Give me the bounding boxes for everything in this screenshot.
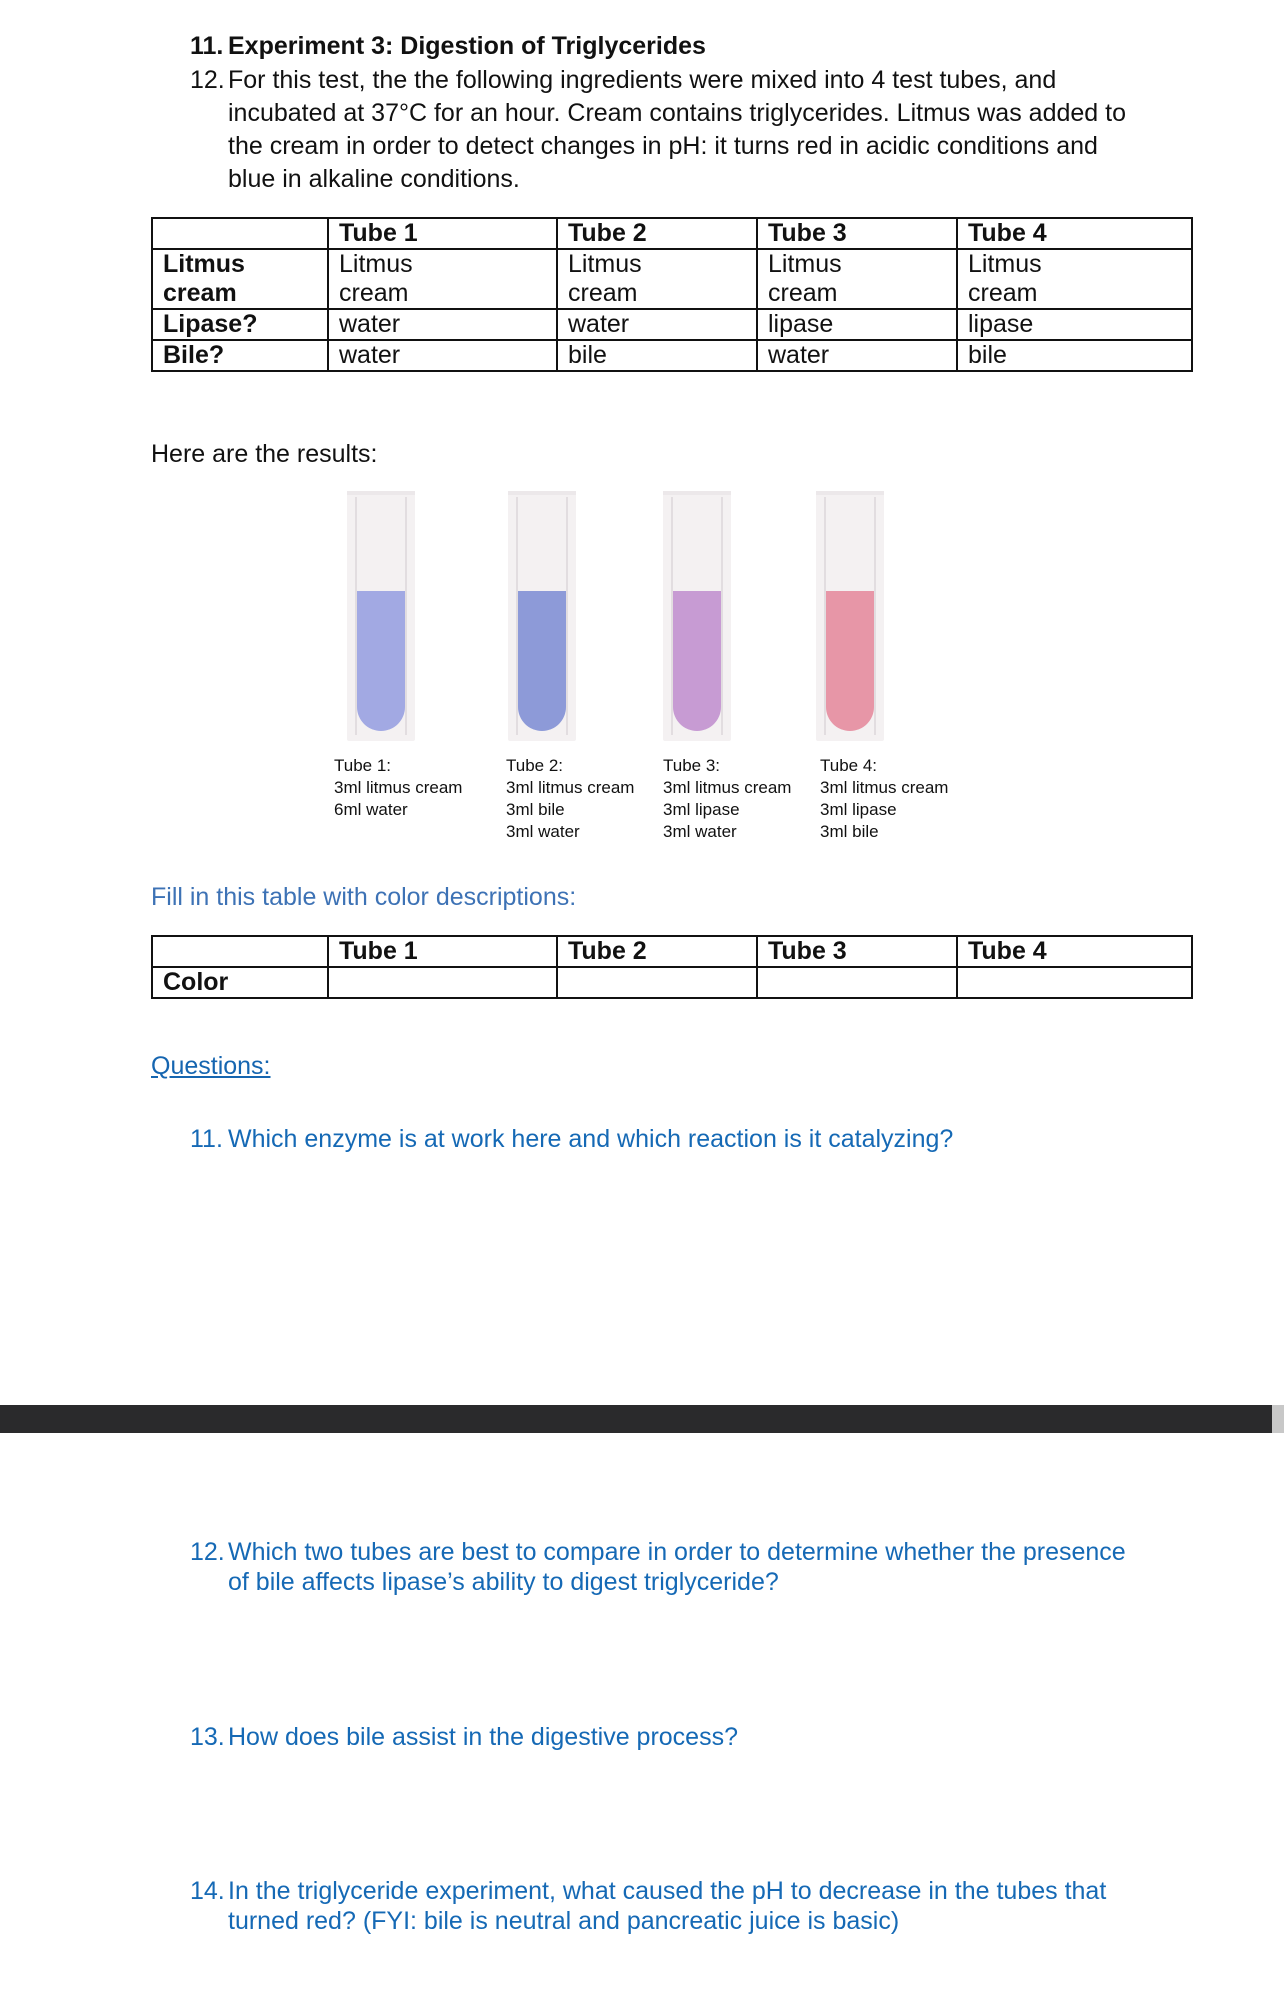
tube-caption-line: 3ml litmus cream xyxy=(820,778,949,797)
setup-header-cell: Tube 2 xyxy=(557,218,757,249)
setup-row-label: Lipase? xyxy=(152,309,328,340)
setup-header-cell: Tube 3 xyxy=(757,218,957,249)
intro-paragraph xyxy=(190,64,1150,196)
tube-caption-line: 3ml water xyxy=(506,822,580,841)
tube-caption-label: Tube 1: xyxy=(334,756,392,775)
setup-row-label: Bile? xyxy=(152,340,328,371)
setup-cell: water xyxy=(757,340,957,371)
results-label: Here are the results: xyxy=(151,440,378,468)
section-heading xyxy=(190,30,706,62)
tube-2-color-cell[interactable] xyxy=(557,967,757,998)
setup-cell: lipase xyxy=(757,309,957,340)
tube-caption-line: 3ml lipase xyxy=(820,800,897,819)
setup-cell: Litmus cream xyxy=(557,249,757,309)
test-tube-3-image xyxy=(663,491,731,741)
fill-header-row xyxy=(152,936,1192,967)
setup-cell: water xyxy=(557,309,757,340)
setup-cell: Litmus cream xyxy=(957,249,1192,309)
setup-row-label: Litmus cream xyxy=(152,249,328,309)
setup-cell: bile xyxy=(957,340,1192,371)
setup-cell: Litmus cream xyxy=(328,249,557,309)
tube-caption-label: Tube 2: xyxy=(506,756,564,775)
tube-1-liquid xyxy=(357,591,405,731)
tube-4-liquid xyxy=(826,591,874,731)
setup-row-cream xyxy=(152,249,1192,309)
tube-4-color-cell[interactable] xyxy=(957,967,1192,998)
fill-header-cell: Tube 1 xyxy=(328,936,557,967)
fill-header-cell: Tube 2 xyxy=(557,936,757,967)
setup-cell: water xyxy=(328,340,557,371)
fill-header-cell: Tube 3 xyxy=(757,936,957,967)
setup-row-bile xyxy=(152,340,1192,371)
question-13 xyxy=(190,1722,1190,1752)
question-number: 11. xyxy=(190,1125,223,1153)
tube-caption-label: Tube 3: xyxy=(663,756,721,775)
section-title: Experiment 3: Digestion of Triglycerides xyxy=(228,32,706,60)
tube-caption-line: 3ml litmus cream xyxy=(506,778,635,797)
setup-header-row xyxy=(152,218,1192,249)
setup-cell: lipase xyxy=(957,309,1192,340)
tube-3-liquid xyxy=(673,591,721,731)
fill-header-cell: Tube 4 xyxy=(957,936,1192,967)
fill-row-label: Color xyxy=(152,967,328,998)
fill-header-cell xyxy=(152,936,328,967)
tube-caption-line: 3ml litmus cream xyxy=(334,778,463,797)
question-text: How does bile assist in the digestive process? xyxy=(228,1723,738,1751)
test-tube-2-image xyxy=(508,491,576,741)
tube-2-liquid xyxy=(518,591,566,731)
question-number: 14. xyxy=(190,1877,225,1905)
tube-2-caption xyxy=(506,755,634,843)
question-text: Which two tubes are best to compare in order to determine whether the presence xyxy=(228,1538,1126,1566)
question-number: 12. xyxy=(190,1538,225,1566)
fill-table-instructions: Fill in this table with color descriptions: xyxy=(151,883,577,911)
tube-3-color-cell[interactable] xyxy=(757,967,957,998)
question-14 xyxy=(190,1876,1250,1936)
setup-table xyxy=(151,217,1193,372)
tube-caption-line: 3ml bile xyxy=(820,822,879,841)
scrollbar-thumb[interactable] xyxy=(1272,1405,1284,1433)
page-break-bar xyxy=(0,1405,1284,1433)
setup-header-cell: Tube 1 xyxy=(328,218,557,249)
color-fill-table xyxy=(151,935,1193,999)
intro-rest: incubated at 37°C for an hour. Cream contains triglycerides. Litmus was added to the cream in order to detect changes in pH: it turns red in acidic conditions and blue in alkaline conditions. xyxy=(228,99,1126,193)
tube-caption-line: 6ml water xyxy=(334,800,408,819)
tube-caption-label: Tube 4: xyxy=(820,756,878,775)
setup-cell: Litmus cream xyxy=(757,249,957,309)
questions-link[interactable]: Questions: xyxy=(151,1052,271,1080)
tube-3-caption xyxy=(663,755,791,843)
setup-cell: bile xyxy=(557,340,757,371)
test-tube-4-image xyxy=(816,491,884,741)
setup-row-lipase xyxy=(152,309,1192,340)
tube-4-caption xyxy=(820,755,948,843)
tube-1-caption xyxy=(334,755,462,821)
tube-caption-line: 3ml lipase xyxy=(663,800,740,819)
question-text-continued: turned red? (FYI: bile is neutral and pancreatic juice is basic) xyxy=(228,1907,900,1935)
question-number: 13. xyxy=(190,1723,225,1751)
question-text-continued: of bile affects lipase’s ability to digest triglyceride? xyxy=(228,1568,779,1596)
question-11 xyxy=(190,1124,1190,1154)
intro-number: 12. xyxy=(190,66,225,94)
fill-color-row xyxy=(152,967,1192,998)
setup-cell: water xyxy=(328,309,557,340)
section-number: 11. xyxy=(190,32,224,60)
setup-header-cell xyxy=(152,218,328,249)
question-text: Which enzyme is at work here and which reaction is it catalyzing? xyxy=(228,1125,954,1153)
question-text: In the triglyceride experiment, what caused the pH to decrease in the tubes that xyxy=(228,1877,1107,1905)
intro-line1: For this test, the the following ingredients were mixed into 4 test tubes, and xyxy=(228,66,1057,94)
tube-1-color-cell[interactable] xyxy=(328,967,557,998)
test-tube-1-image xyxy=(347,491,415,741)
tube-caption-line: 3ml water xyxy=(663,822,737,841)
tube-caption-line: 3ml litmus cream xyxy=(663,778,792,797)
setup-header-cell: Tube 4 xyxy=(957,218,1192,249)
tube-caption-line: 3ml bile xyxy=(506,800,565,819)
question-12 xyxy=(190,1537,1250,1597)
